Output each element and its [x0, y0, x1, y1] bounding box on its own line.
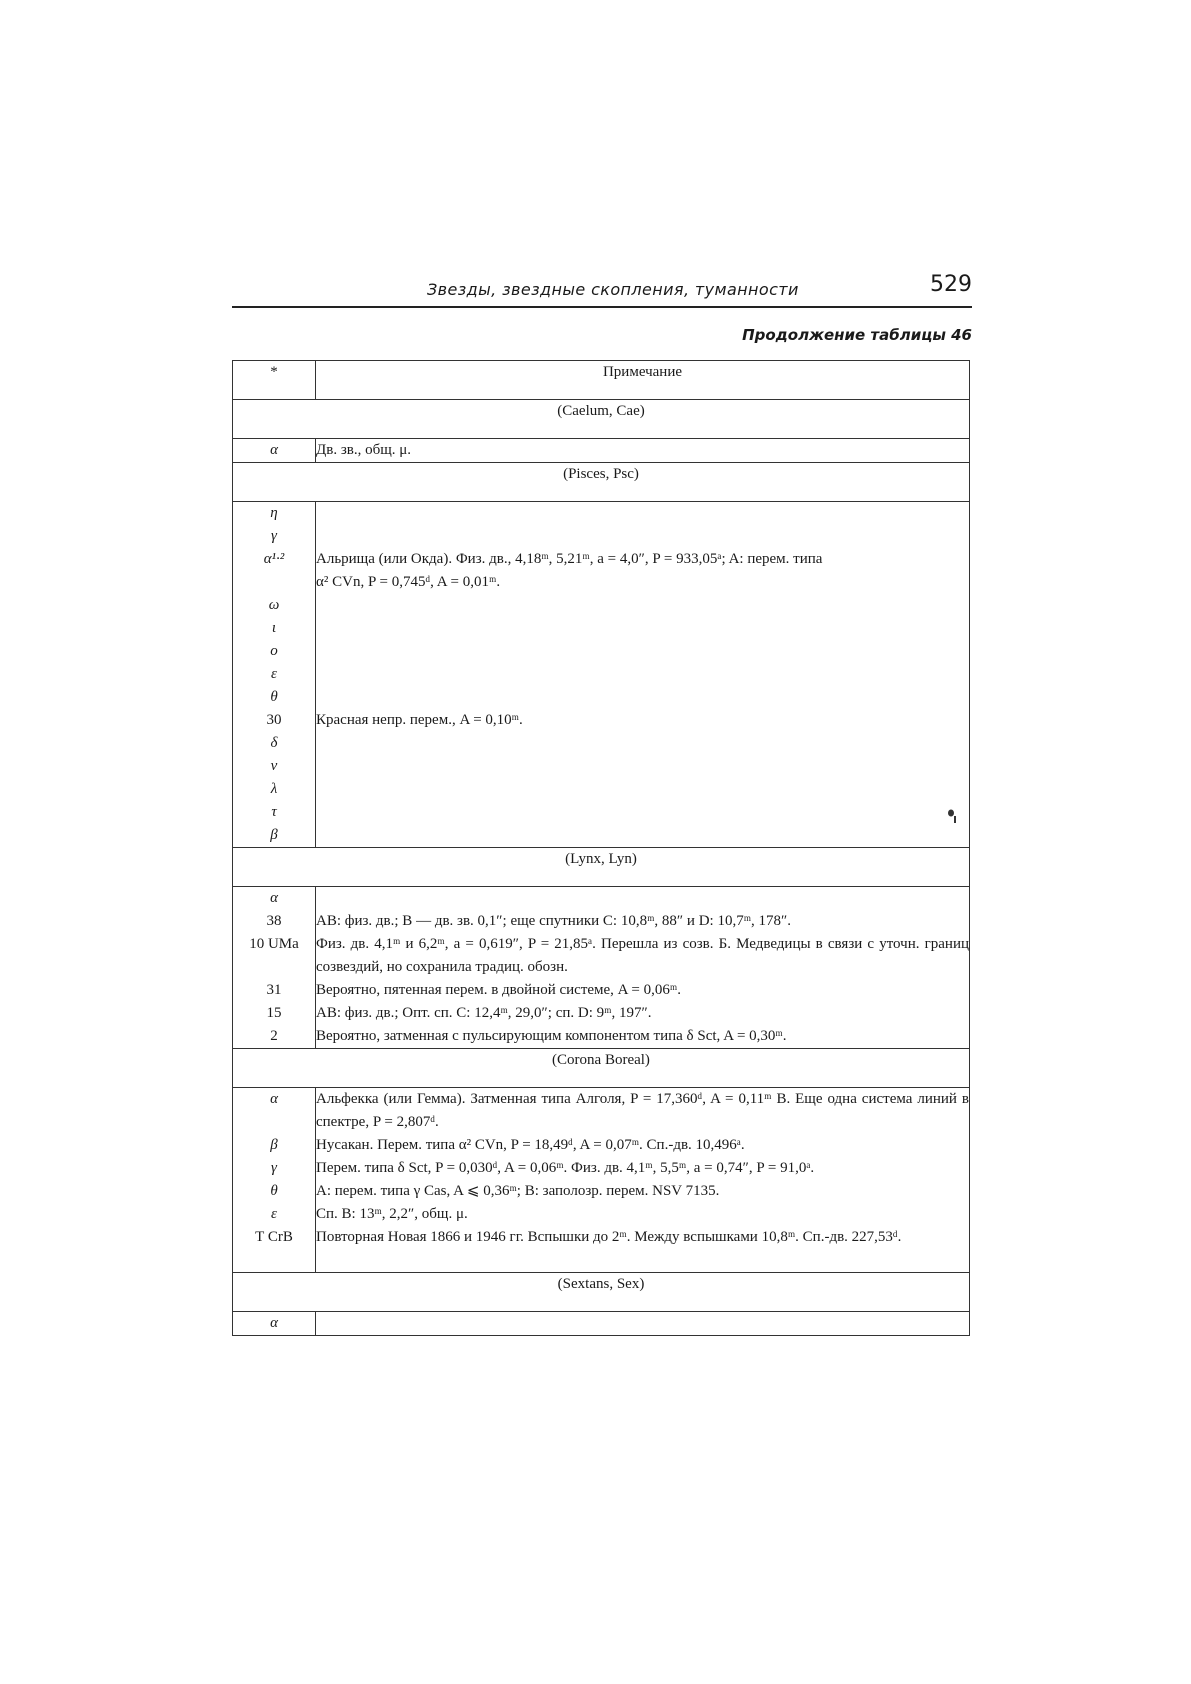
star-note: [316, 887, 969, 910]
constellation-section-row: [233, 400, 970, 439]
star-designation: 31: [266, 982, 282, 998]
star-designations-cell: [233, 502, 316, 848]
star-note: Повторная Новая 1866 и 1946 гг. Вспышки до 2ᵐ. Между вспышками 10,8ᵐ. Сп.-дв. 227,53ᵈ.: [316, 1229, 902, 1245]
section-body-row: [233, 1088, 970, 1273]
star-designation: ο: [270, 643, 278, 659]
notes-cell: [316, 502, 970, 848]
constellation-section-row: [233, 848, 970, 887]
star-note: Нусакан. Перем. типа α² CVn, P = 18,49ᵈ, A = 0,07ᵐ. Сп.-дв. 10,496ᵃ.: [316, 1137, 745, 1153]
star-designation: α: [270, 442, 278, 458]
star-designation: 30: [266, 712, 282, 728]
constellation-heading: (Sextans, Sex): [233, 1273, 970, 1312]
running-head: [232, 270, 972, 308]
star-designation: τ: [271, 804, 277, 820]
star-designation: 2: [270, 1028, 278, 1044]
star-designation: α: [270, 1091, 278, 1107]
section-body-row: [233, 439, 970, 463]
table-header-row: [233, 361, 970, 400]
star-note: [316, 640, 969, 663]
constellation-section-row: [233, 463, 970, 502]
star-note: Красная непр. перем., A = 0,10ᵐ.: [316, 712, 523, 728]
column-header-note: Примечание: [316, 361, 970, 400]
notes-cell: [316, 439, 970, 463]
constellation-heading: (Pisces, Psc): [233, 463, 970, 502]
notes-table-body: [233, 361, 970, 1336]
star-designation: γ: [271, 528, 277, 544]
star-note: AB: физ. дв.; Опт. сп. C: 12,4ᵐ, 29,0″; сп. D: 9ᵐ, 197″.: [316, 1005, 652, 1021]
star-designation: η: [270, 505, 278, 521]
constellation-section-row: [233, 1049, 970, 1088]
star-designation: γ: [271, 1160, 277, 1176]
star-designation: α: [270, 890, 278, 906]
star-note: Вероятно, пятенная перем. в двойной системе, A = 0,06ᵐ.: [316, 982, 681, 998]
star-note: Сп. B: 13ᵐ, 2,2″, общ. μ.: [316, 1206, 468, 1222]
constellation-heading: (Caelum, Cae): [233, 400, 970, 439]
star-note: [316, 778, 969, 801]
star-designation: θ: [270, 1183, 278, 1199]
star-designation: 38: [266, 913, 282, 929]
star-note: [316, 755, 969, 778]
star-note: [316, 525, 969, 548]
section-body-row: [233, 502, 970, 848]
section-body-row: [233, 887, 970, 1049]
star-note: Перем. типа δ Sct, P = 0,030ᵈ, A = 0,06ᵐ. Физ. дв. 4,1ᵐ, 5,5ᵐ, a = 0,74″, P = 91,0ᵃ.: [316, 1160, 815, 1176]
star-designations-cell: [233, 1088, 316, 1273]
star-designations-cell: [233, 887, 316, 1049]
star-designations-cell: [233, 439, 316, 463]
star-designations-cell: [233, 1312, 316, 1336]
star-designation: [233, 571, 315, 594]
star-note: [316, 824, 969, 847]
star-note: [316, 686, 969, 709]
page-number: 529: [930, 272, 972, 297]
star-designation: 10 UMa: [249, 936, 299, 952]
star-designation: β: [270, 827, 278, 843]
constellation-heading: (Lynx, Lyn): [233, 848, 970, 887]
star-note: [316, 801, 969, 824]
star-designation: 15: [266, 1005, 282, 1021]
running-title: Звезды, звездные скопления, туманности: [427, 280, 799, 299]
star-note: α² CVn, P = 0,745ᵈ, A = 0,01ᵐ.: [316, 574, 501, 590]
star-designation: θ: [270, 689, 278, 705]
table-continuation-caption: Продолжение таблицы 46: [742, 326, 972, 344]
notes-cell: [316, 1088, 970, 1273]
star-designation: λ: [270, 781, 278, 797]
star-designation: T CrB: [255, 1229, 293, 1245]
section-body-row: [233, 1312, 970, 1336]
column-header-star: *: [233, 361, 316, 400]
notes-cell: [316, 887, 970, 1049]
star-note: [316, 617, 969, 640]
star-note: Вероятно, затменная с пульсирующим компонентом типа δ Sct, A = 0,30ᵐ.: [316, 1028, 787, 1044]
star-note: [316, 1312, 969, 1335]
star-note: [316, 502, 969, 525]
star-designation: ω: [268, 597, 280, 613]
constellation-heading: (Corona Boreal): [233, 1049, 970, 1088]
star-designation: ν: [270, 758, 278, 774]
star-designation: ε: [271, 1206, 277, 1222]
star-designation: ι: [271, 620, 277, 636]
notes-table: [232, 360, 970, 1336]
notes-cell: [316, 1312, 970, 1336]
star-note: Физ. дв. 4,1ᵐ и 6,2ᵐ, a = 0,619″, P = 21,85ᵃ. Перешла из созв. Б. Медведицы в связи с уточн. границ созвездий, но сохранила традиц. обозн.: [316, 936, 969, 975]
star-designation: α¹·²: [263, 551, 285, 567]
star-designation: ε: [271, 666, 277, 682]
constellation-section-row: [233, 1273, 970, 1312]
star-designation: α: [270, 1315, 278, 1331]
star-note: Альрища (или Окда). Физ. дв., 4,18ᵐ, 5,21ᵐ, a = 4,0″, P = 933,05ᵃ; A: перем. типа: [316, 551, 823, 567]
star-note: [316, 732, 969, 755]
star-note: Альфекка (или Гемма). Затменная типа Алголя, P = 17,360ᵈ, A = 0,11ᵐ B. Еще одна система линий в спектре, P = 2,807ᵈ.: [316, 1091, 969, 1130]
star-note: AB: физ. дв.; B — дв. зв. 0,1″; еще спутники C: 10,8ᵐ, 88″ и D: 10,7ᵐ, 178″.: [316, 913, 792, 929]
star-note: Дв. зв., общ. μ.: [316, 442, 412, 458]
star-designation: δ: [270, 735, 278, 751]
star-note: [316, 663, 969, 686]
star-note: A: перем. типа γ Cas, A ⩽ 0,36ᵐ; B: заполозр. перем. NSV 7135.: [316, 1183, 720, 1199]
ink-blot-mark: [947, 808, 957, 824]
star-note: [316, 594, 969, 617]
star-designation: β: [270, 1137, 278, 1153]
